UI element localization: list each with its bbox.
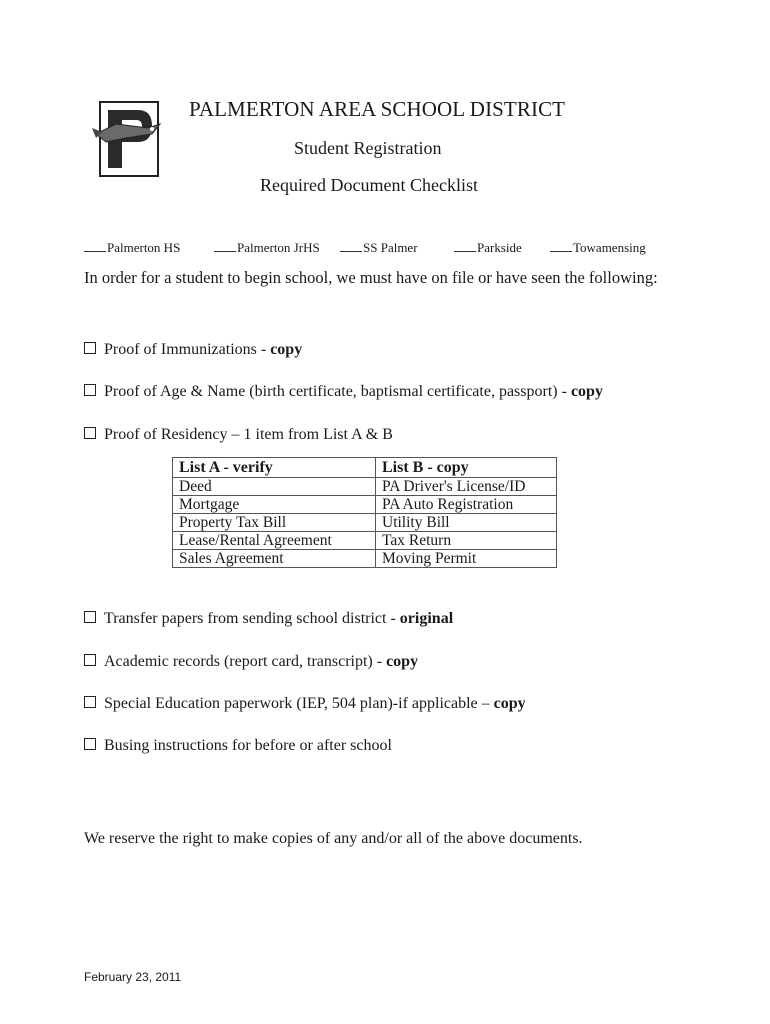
checkbox-icon[interactable] <box>84 696 96 708</box>
list-a-cell: Lease/Rental Agreement <box>173 532 376 550</box>
list-a-cell: Sales Agreement <box>173 550 376 568</box>
table-row <box>173 550 557 568</box>
checkbox-icon[interactable] <box>84 342 96 354</box>
district-title: PALMERTON AREA SCHOOL DISTRICT <box>189 97 566 121</box>
list-a-header: List A - verify <box>173 458 376 478</box>
checkbox-icon[interactable] <box>84 427 96 439</box>
school-option-ss-palmer[interactable]: SS Palmer <box>340 240 418 256</box>
school-option-towamensing[interactable]: Towamensing <box>550 240 646 256</box>
checkbox-icon[interactable] <box>84 384 96 396</box>
list-a-cell: Property Tax Bill <box>173 514 376 532</box>
checklist-item-transfer-papers[interactable]: Transfer papers from sending school district - original <box>84 610 453 628</box>
checklist-item-special-education[interactable]: Special Education paperwork (IEP, 504 plan)-if applicable – copy <box>84 695 526 713</box>
list-b-cell: Utility Bill <box>376 514 557 532</box>
reserve-note: We reserve the right to make copies of any and/or all of the above documents. <box>84 830 583 847</box>
table-row <box>173 478 557 496</box>
list-b-header: List B - copy <box>376 458 557 478</box>
list-b-cell: PA Driver's License/ID <box>376 478 557 496</box>
form-subtitle: Student Registration <box>294 138 442 158</box>
list-a-cell: Deed <box>173 478 376 496</box>
checklist-item-age-name[interactable]: Proof of Age & Name (birth certificate, baptismal certificate, passport) - copy <box>84 383 603 401</box>
checklist-item-busing[interactable]: Busing instructions for before or after school <box>84 737 392 755</box>
checkbox-icon[interactable] <box>84 654 96 666</box>
checklist-item-residency[interactable]: Proof of Residency – 1 item from List A & B <box>84 426 393 444</box>
school-option-palmerton-hs[interactable]: Palmerton HS <box>84 240 180 256</box>
checkbox-icon[interactable] <box>84 611 96 623</box>
school-options <box>84 240 684 260</box>
district-logo-icon <box>86 98 170 182</box>
residency-table <box>172 457 557 568</box>
table-row <box>173 496 557 514</box>
school-option-palmerton-jrhs[interactable]: Palmerton JrHS <box>214 240 320 256</box>
checkbox-icon[interactable] <box>84 738 96 750</box>
school-option-parkside[interactable]: Parkside <box>454 240 522 256</box>
list-b-cell: PA Auto Registration <box>376 496 557 514</box>
table-row <box>173 532 557 550</box>
list-b-cell: Tax Return <box>376 532 557 550</box>
checklist-title: Required Document Checklist <box>260 175 478 195</box>
list-b-cell: Moving Permit <box>376 550 557 568</box>
list-a-cell: Mortgage <box>173 496 376 514</box>
document-date: February 23, 2011 <box>84 970 182 984</box>
intro-text: In order for a student to begin school, we must have on file or have seen the following: <box>84 268 658 287</box>
checklist-item-immunizations[interactable]: Proof of Immunizations - copy <box>84 341 302 359</box>
table-row <box>173 514 557 532</box>
checklist-item-academic-records[interactable]: Academic records (report card, transcript) - copy <box>84 653 418 671</box>
table-header-row <box>173 458 557 478</box>
